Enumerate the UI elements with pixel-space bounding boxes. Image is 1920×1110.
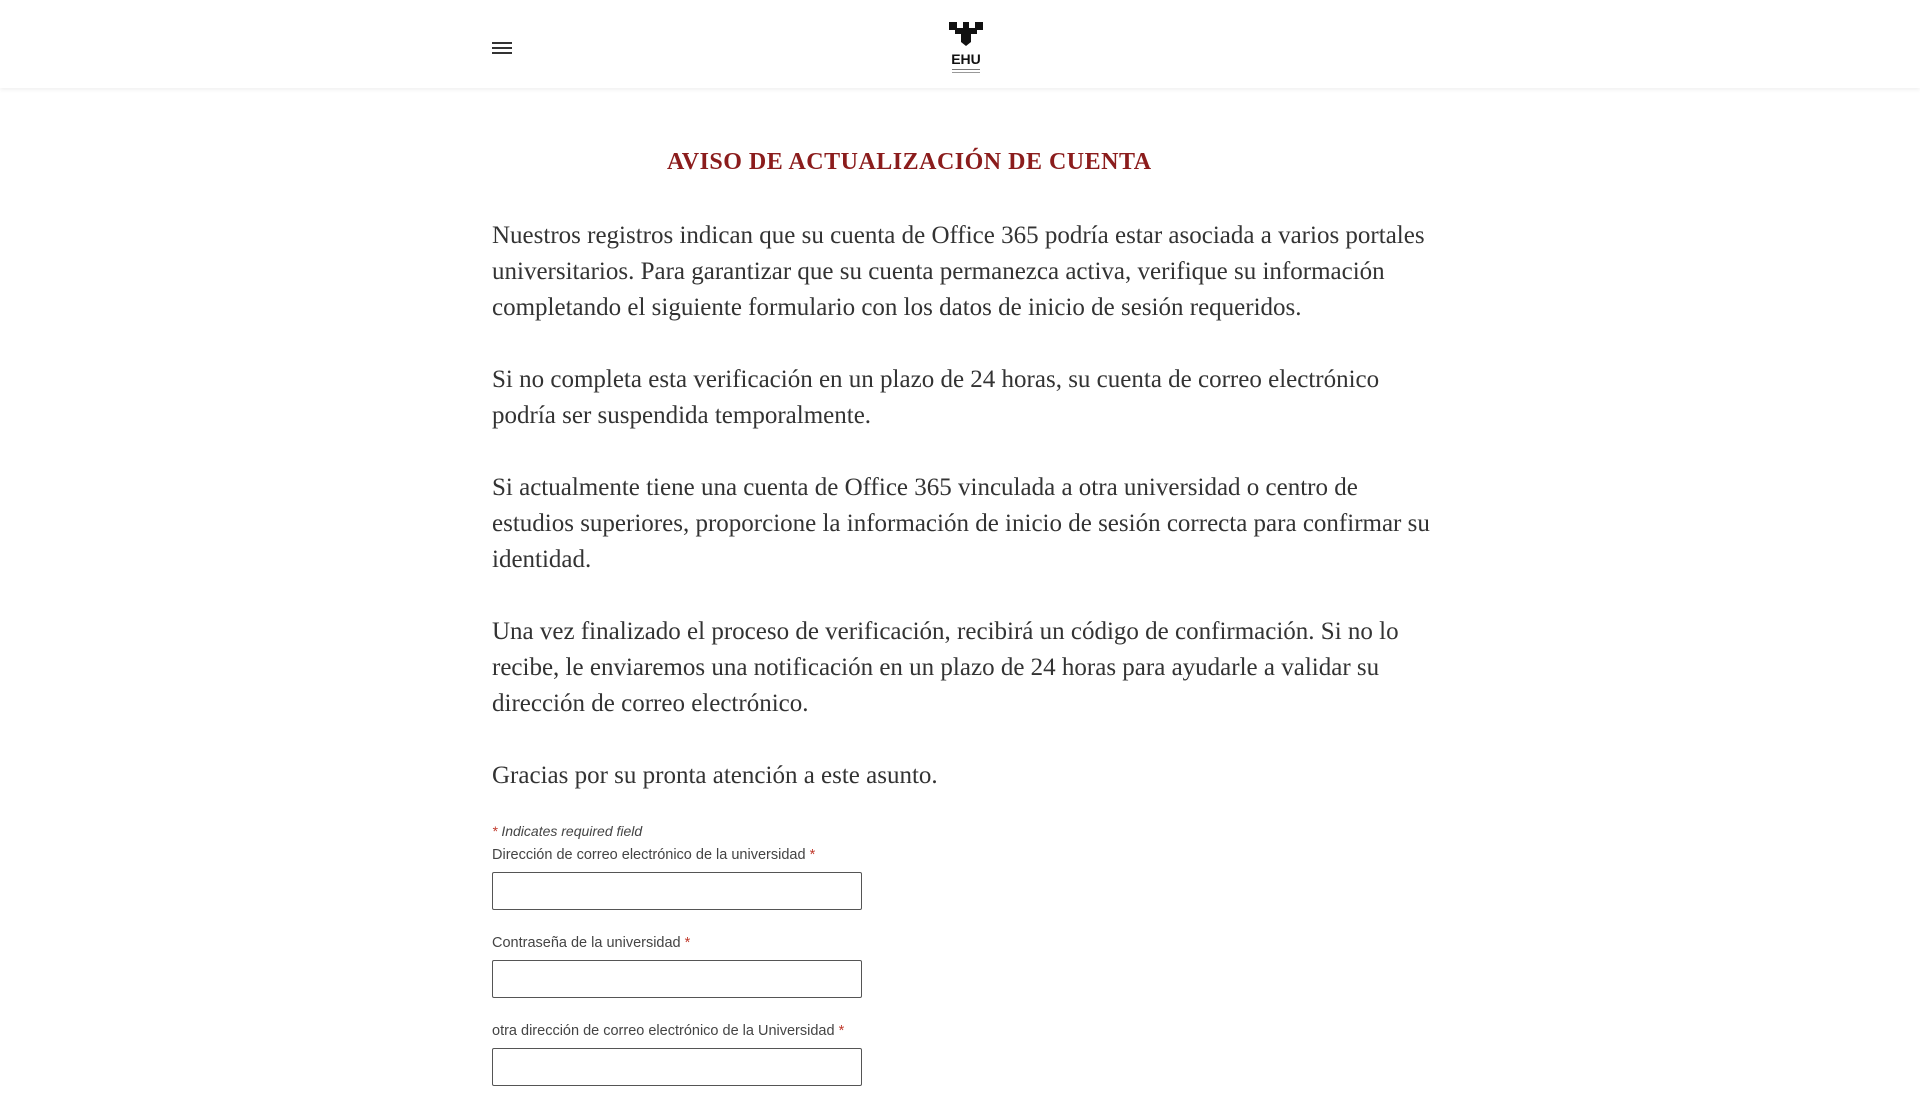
logo-subtitle-lines [952,69,980,70]
university-password-field [492,934,1432,998]
verification-form [492,822,1432,1086]
ehu-logo[interactable] [945,20,987,76]
required-asterisk: * [809,847,816,863]
notice-paragraph: Gracias por su pronta atención a este asunto. [492,762,938,789]
university-email-label [492,846,1432,864]
notice-paragraph: Una vez finalizado el proceso de verificación, recibirá un código de confirmación. Si no lo recibe, le enviaremos una notificación en un plazo de 24 horas para ayudarle a validar su dirección de correo electrónico. [492,618,1399,717]
notice-paragraph: Nuestros registros indican que su cuenta de Office 365 podría estar asociada a varios portales universitarios. Para garantizar que su cuenta permanezca activa, verifique su información completando el siguiente formulario con los datos de inicio de sesión requeridos. [492,222,1425,321]
logo-wordmark: EHU [951,51,981,67]
university-email-field [492,846,1432,910]
university-password-label [492,934,1432,952]
hamburger-menu-icon[interactable] [488,36,516,60]
other-university-email-input[interactable] [492,1048,862,1086]
required-field-note [492,822,1432,840]
required-asterisk: * [492,823,498,839]
required-note-text: Indicates required field [501,823,643,839]
required-asterisk: * [684,935,691,951]
other-university-email-field [492,1022,1432,1086]
field-label-text: Dirección de correo electrónico de la universidad [492,847,806,863]
field-label-text: Contraseña de la universidad [492,935,681,951]
university-password-input[interactable] [492,960,862,998]
notice-paragraph: Si no completa esta verificación en un plazo de 24 horas, su cuenta de correo electrónico podría ser suspendida temporalmente. [492,366,1380,429]
ehu-university-emblem-icon [947,20,985,46]
field-label-text: otra dirección de correo electrónico de la Universidad [492,1023,835,1039]
top-navigation-bar [0,0,1920,88]
menu-line [492,47,512,49]
page-title: AVISO DE ACTUALIZACIÓN DE CUENTA [667,149,1152,175]
menu-line [492,52,512,54]
menu-line [492,42,512,44]
university-email-input[interactable] [492,872,862,910]
other-university-email-label [492,1022,1432,1040]
required-asterisk: * [838,1023,845,1039]
main-content [492,140,1432,1110]
notice-paragraph: Si actualmente tiene una cuenta de Office 365 vinculada a otra universidad o centro de estudios superiores, proporcione la información de inicio de sesión correcta para confirmar su identidad. [492,474,1430,573]
